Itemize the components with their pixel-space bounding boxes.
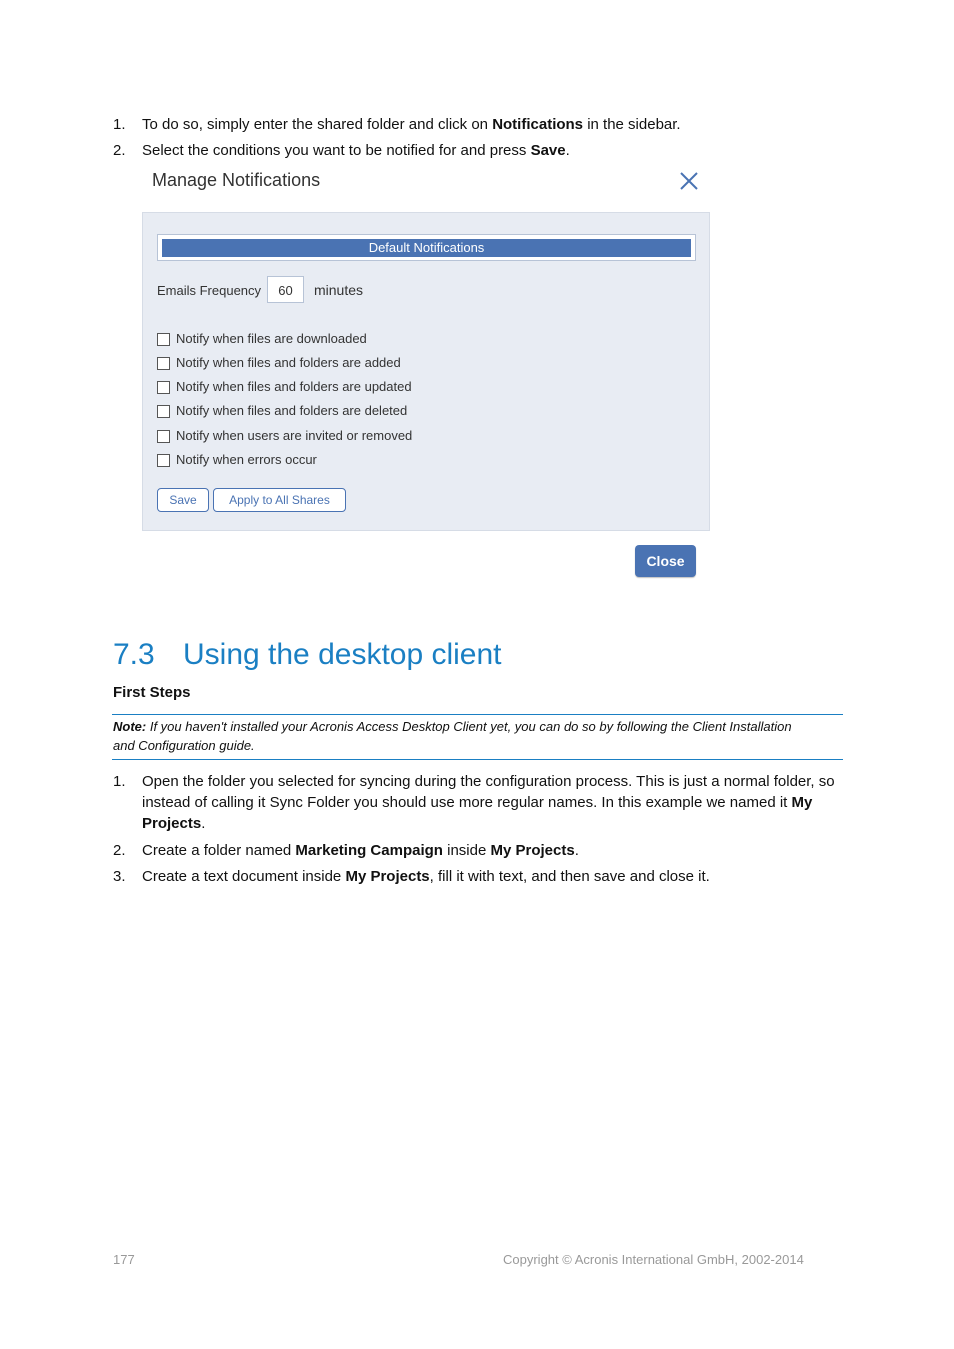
copyright-text: Copyright © Acronis International GmbH, 2002-2014 <box>503 1252 804 1267</box>
checkbox-label: Notify when files and folders are deleted <box>176 403 408 418</box>
checkbox-label: Notify when files and folders are updated <box>176 379 412 394</box>
checkbox[interactable] <box>157 430 170 443</box>
section-number: 7.3 <box>113 638 155 671</box>
section-title: Using the desktop client <box>183 638 502 671</box>
page-number: 177 <box>113 1252 135 1267</box>
close-button[interactable]: Close <box>635 545 696 577</box>
checkbox-label: Notify when errors occur <box>176 452 317 467</box>
list-number: 2. <box>113 842 126 859</box>
frequency-unit-label: minutes <box>314 282 364 298</box>
checkbox[interactable] <box>157 405 170 418</box>
list-number: 1. <box>113 116 126 133</box>
checkbox-label: Notify when files are downloaded <box>176 331 367 346</box>
list-text: Open the folder you selected for syncing during the configuration process. This is just a normal folder, so instead of calling it Sync Folder you should use more regular names. In this example we named it My Projects. <box>142 773 835 832</box>
list-text: Create a folder named Marketing Campaign inside My Projects. <box>142 842 579 859</box>
list-text: To do so, simply enter the shared folder and click on Notifications in the sidebar. <box>142 116 681 133</box>
apply-to-all-shares-button[interactable]: Apply to All Shares <box>213 488 346 512</box>
emails-frequency-input[interactable]: 60 <box>267 276 304 303</box>
list-text: Select the conditions you want to be notified for and press Save. <box>142 142 570 159</box>
checkbox[interactable] <box>157 357 170 370</box>
save-button[interactable]: Save <box>157 488 209 512</box>
close-x-icon[interactable] <box>678 170 700 192</box>
list-number: 3. <box>113 868 126 885</box>
emails-frequency-label: Emails Frequency <box>157 283 262 298</box>
checkbox[interactable] <box>157 454 170 467</box>
notifications-panel <box>142 212 710 531</box>
tab-label: Default Notifications <box>162 239 691 257</box>
note-box <box>112 714 843 760</box>
checkbox-label: Notify when files and folders are added <box>176 355 401 370</box>
checkbox-label: Notify when users are invited or removed <box>176 428 413 443</box>
note-text: Note: If you haven't installed your Acronis Access Desktop Client yet, you can do so by following the Client Installation and Configuration guide. <box>113 719 792 753</box>
dialog-title: Manage Notifications <box>152 170 321 190</box>
checkbox[interactable] <box>157 381 170 394</box>
note-label: Note: <box>113 719 147 734</box>
list-text: Create a text document inside My Projects, fill it with text, and then save and close it. <box>142 868 710 885</box>
list-number: 1. <box>113 773 126 790</box>
subheading: First Steps <box>113 684 191 701</box>
list-number: 2. <box>113 142 126 159</box>
checkbox[interactable] <box>157 333 170 346</box>
default-notifications-tab[interactable] <box>157 234 696 261</box>
